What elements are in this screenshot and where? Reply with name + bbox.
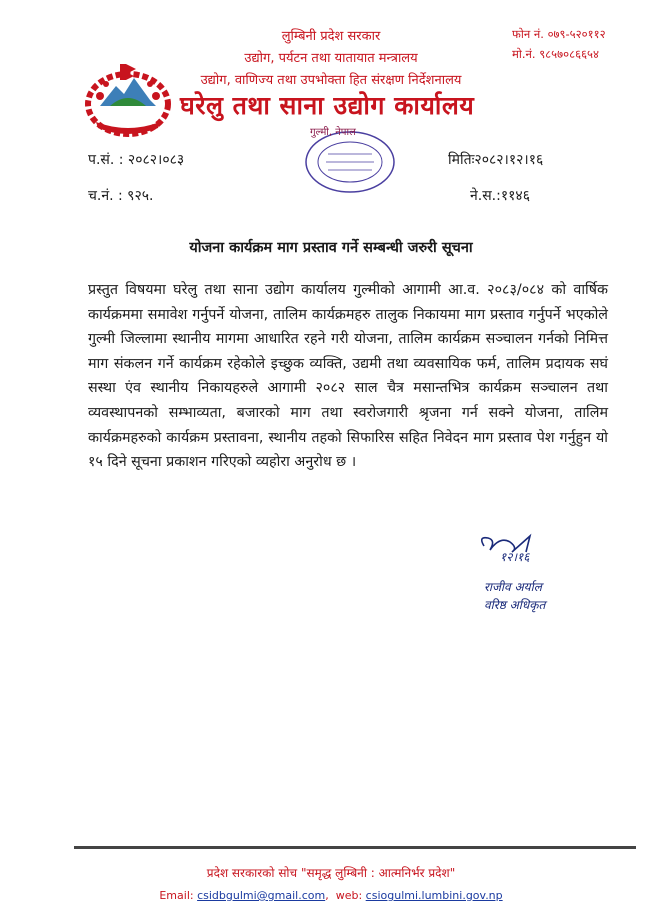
footer-divider xyxy=(74,846,636,849)
web-label: web: xyxy=(335,889,363,902)
email-link[interactable]: csidbgulmi@gmail.com xyxy=(197,889,326,902)
dispatch-number: च.नं. : ९२५. xyxy=(88,188,154,204)
nepal-sambat-date: ने.स.:११४६ xyxy=(470,188,530,204)
contact-block xyxy=(512,24,606,64)
notice-subject: योजना कार्यक्रम माग प्रस्ताव गर्ने सम्बन्धी जरुरी सूचना xyxy=(189,240,473,256)
letterhead-office-name: घरेलु तथा साना उद्योग कार्यालय xyxy=(180,91,475,120)
letter-date: मितिः२०८२।१२।१६ xyxy=(448,152,544,168)
nepal-emblem-logo xyxy=(80,56,176,138)
mobile-number: मो.नं. ९८५७०८६६५४ xyxy=(512,47,600,61)
letterhead-ministry: उद्योग, पर्यटन तथा यातायात मन्त्रालय xyxy=(244,51,418,66)
signatory-name: राजीव अर्याल xyxy=(484,580,542,594)
footer-slogan: प्रदेश सरकारको सोच "समृद्ध लुम्बिनी : आत्मनिर्भर प्रदेश" xyxy=(206,866,456,880)
signature-date: १२।१६ xyxy=(500,550,530,564)
letterhead-directorate: उद्योग, वाणिज्य तथा उपभोक्ता हित संरक्षण निर्देशनालय xyxy=(200,73,462,88)
notice-body: प्रस्तुत विषयमा घरेलु तथा साना उद्योग कार्यालय गुल्मीको आगामी आ.व. २०८३/०८४ को वार्षिक कार्यक्रममा समावेश गर्नुपर्ने योजना, तालिम कार्यक्रमहरु तालुक निकायमा माग प्रस्ताव गर्नुपर्ने भएकोले गुल्मी जिल्लामा स्थानीय मागमा आधारित रहने गरी योजना, तालिम कार्यक्रम सञ्चालन गर्नको निमित्त माग संकलन गर्ने कार्यक्रम रहेकोले इच्छुक व्यक्ति, उद्यमी तथा व्यवसायिक फर्म, तालिम प्रदायक सघं सस्था एंव स्थानीय निकायहरुले आगामी २०८२ साल चैत्र मसान्तभित्र कार्यक्रम सञ्चालन तथा व्यवस्थापनको सम्भाव्यता, बजारको माग तथा स्वरोजगारी श्रृजना गर्न सक्ने योजना, तालिम कार्यक्रमहरुको कार्यक्रम प्रस्तावना, स्थानीय तहको सिफारिस सहित निवेदन माग प्रस्ताव पेश गर्नुहुन यो १५ दिने सूचना प्रकाशन गरिएको व्यहोरा अनुरोध छ । xyxy=(88,282,608,471)
phone-number: फोन नं. ०७९-५२०११२ xyxy=(512,27,606,41)
letter-number: प.सं. : २०८२।०८३ xyxy=(88,152,185,168)
letterhead-line-1: लुम्बिनी प्रदेश सरकार xyxy=(281,29,381,44)
footer-contact: Email: csidbgulmi@gmail.com, web: csiogulmi.lumbini.gov.np xyxy=(159,889,503,902)
seal-text: गुल्मी, नेपाल xyxy=(310,127,356,138)
signatory-title: वरिष्ठ अधिकृत xyxy=(484,598,546,612)
website-link[interactable]: csiogulmi.lumbini.gov.np xyxy=(365,889,503,902)
email-label: Email: xyxy=(159,889,194,902)
